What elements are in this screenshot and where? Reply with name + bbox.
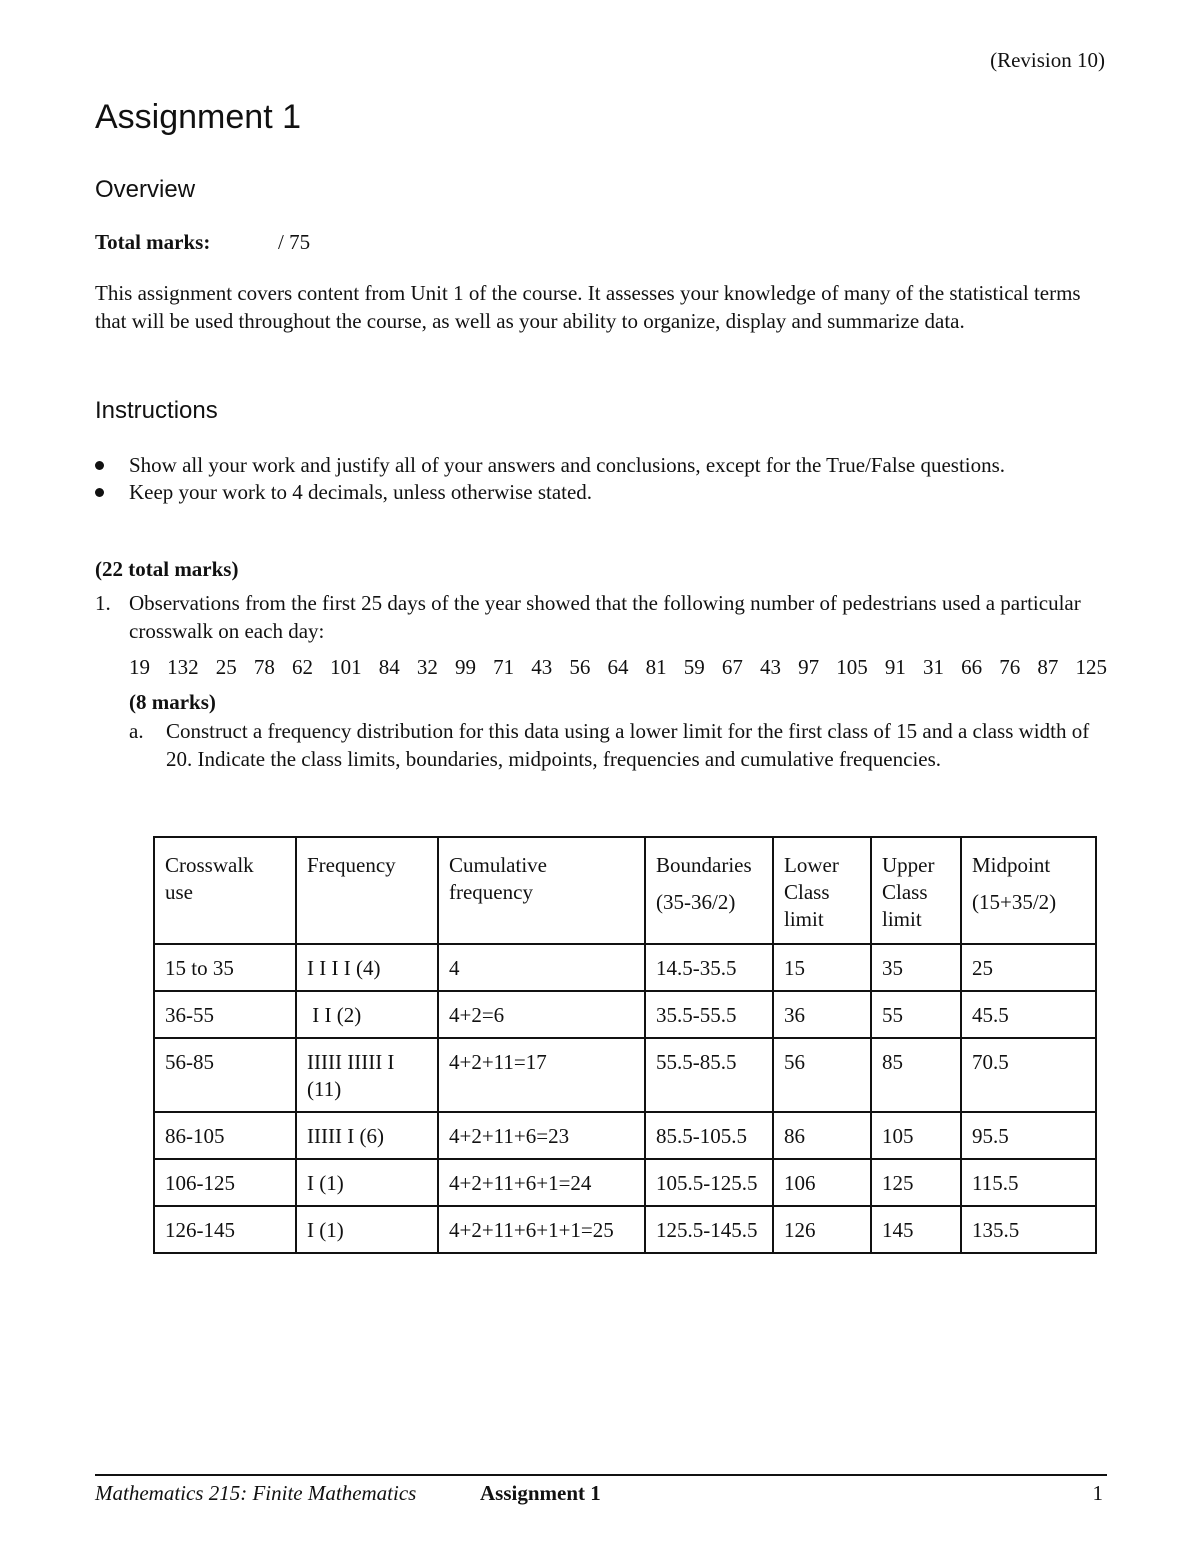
table-row [154,991,1096,1038]
table-cell: 35.5-55.5 [645,991,773,1038]
table-cell: 85.5-105.5 [645,1112,773,1159]
part-letter: a. [129,719,144,743]
table-cell: 126-145 [154,1206,296,1253]
table-cell: 4 [438,944,645,991]
table-cell: 145 [871,1206,961,1253]
observation-data [129,655,1107,680]
table-cell: 125.5-145.5 [645,1206,773,1253]
table-cell: 85 [871,1038,961,1112]
observation-value: 25 [215,655,237,679]
observation-value: 43 [531,655,553,679]
page-footer [95,1481,1107,1506]
observation-value: 59 [683,655,705,679]
observation-value: 87 [1037,655,1059,679]
table-cell: 15 [773,944,871,991]
table-cell: 55 [871,991,961,1038]
footer-course: Mathematics 215: Finite Mathematics [95,1481,417,1505]
table-cell: 115.5 [961,1159,1096,1206]
table-cell: 86-105 [154,1112,296,1159]
total-marks-value: / 75 [278,230,311,254]
table-cell: 25 [961,944,1096,991]
table-cell: IIIII IIIII I (11) [296,1038,438,1112]
observation-value: 31 [923,655,944,679]
header-cell: Boundaries (35-36/2) [645,837,773,944]
observation-value: 132 [167,655,199,679]
total-marks-label: Total marks: [95,230,211,254]
instructions-heading: Instructions [95,397,218,424]
header-cell: Lower Class limit [773,837,871,944]
table-cell: 55.5-85.5 [645,1038,773,1112]
table-cell: 15 to 35 [154,944,296,991]
table-cell: 106 [773,1159,871,1206]
table-cell: 35 [871,944,961,991]
table-cell: 56-85 [154,1038,296,1112]
table-cell: 126 [773,1206,871,1253]
table-cell: 106-125 [154,1159,296,1206]
table-row [154,944,1096,991]
page-number: 1 [1092,1481,1103,1505]
table-cell: 14.5-35.5 [645,944,773,991]
part-a-marks: (8 marks) [129,690,216,714]
header-cell: Midpoint (15+35/2) [961,837,1096,944]
table-cell: 45.5 [961,991,1096,1038]
footer-assignment: Assignment 1 [480,1481,601,1505]
bullet-icon [95,461,104,470]
observation-value: 32 [416,655,438,679]
observation-value: 84 [378,655,400,679]
table-row [154,1159,1096,1206]
table-cell: I (1) [296,1206,438,1253]
table-cell: 105 [871,1112,961,1159]
part-a-text: Construct a frequency distribution for this data using a lower limit for the first class of 15 and a class width of 20. Indicate the class limits, boundaries, midpoints, frequencies and cumulative frequencies. [166,719,1090,771]
table-cell: 135.5 [961,1206,1096,1253]
observation-value: 19 [129,655,150,679]
observation-value: 76 [999,655,1021,679]
frequency-table [153,836,1097,1254]
part-a [129,718,1104,773]
table-cell: 56 [773,1038,871,1112]
question-text: Observations from the first 25 days of the year showed that the following number of pedestrians used a particular crosswalk on each day: [129,591,1081,643]
table-cell: 4+2=6 [438,991,645,1038]
table-cell: 95.5 [961,1112,1096,1159]
observation-value: 99 [455,655,476,679]
observation-value: 91 [884,655,906,679]
table-cell: 4+2+11+6+1+1=25 [438,1206,645,1253]
observation-value: 67 [721,655,743,679]
observation-value: 71 [493,655,515,679]
revision-label: (Revision 10) [990,48,1105,72]
page-title: Assignment 1 [95,98,301,136]
header-cell: Upper Class limit [871,837,961,944]
table-cell: 4+2+11=17 [438,1038,645,1112]
table-cell: 36-55 [154,991,296,1038]
header-cell: Frequency [296,837,438,944]
instructions-list [95,452,1105,506]
table-body [154,944,1096,1253]
observation-value: 105 [836,655,868,679]
observation-value: 125 [1075,655,1107,679]
observation-value: 78 [253,655,275,679]
table-cell: 86 [773,1112,871,1159]
table-cell: IIIII I (6) [296,1112,438,1159]
question-number: 1. [95,591,111,615]
question-1 [95,590,1105,645]
bullet-icon [95,488,104,497]
table-row [154,1038,1096,1112]
observation-value: 66 [961,655,983,679]
observation-value: 43 [760,655,781,679]
table-cell: 70.5 [961,1038,1096,1112]
table-cell: 125 [871,1159,961,1206]
header-cell: Cumulative frequency [438,837,645,944]
observation-value: 62 [292,655,313,679]
question-1-marks: (22 total marks) [95,557,239,581]
observation-value: 81 [645,655,667,679]
table-cell: 105.5-125.5 [645,1159,773,1206]
table-cell: 4+2+11+6=23 [438,1112,645,1159]
table-header-row [154,837,1096,944]
observation-value: 64 [607,655,629,679]
table-row [154,1112,1096,1159]
overview-paragraph: This assignment covers content from Unit 1 of the course. It assesses your knowledge of many of the statistical terms that will be used throughout the course, as well as your ability to organize, display and summarize data. [95,281,1081,333]
header-cell: Crosswalk use [154,837,296,944]
total-marks [95,230,311,255]
table-cell: 4+2+11+6+1=24 [438,1159,645,1206]
table-cell: I I I I (4) [296,944,438,991]
table-row [154,1206,1096,1253]
observation-value: 97 [798,655,820,679]
overview-heading: Overview [95,176,196,203]
instruction-item [95,479,1105,506]
instruction-text: Show all your work and justify all of your answers and conclusions, except for the True/False questions. [129,453,1006,477]
table-cell: I I (2) [296,991,438,1038]
footer-divider [95,1474,1107,1476]
instruction-text: Keep your work to 4 decimals, unless otherwise stated. [129,480,593,504]
observation-value: 101 [330,655,362,679]
table-cell: I (1) [296,1159,438,1206]
instruction-item [95,452,1105,479]
table-cell: 36 [773,991,871,1038]
observation-value: 56 [569,655,591,679]
